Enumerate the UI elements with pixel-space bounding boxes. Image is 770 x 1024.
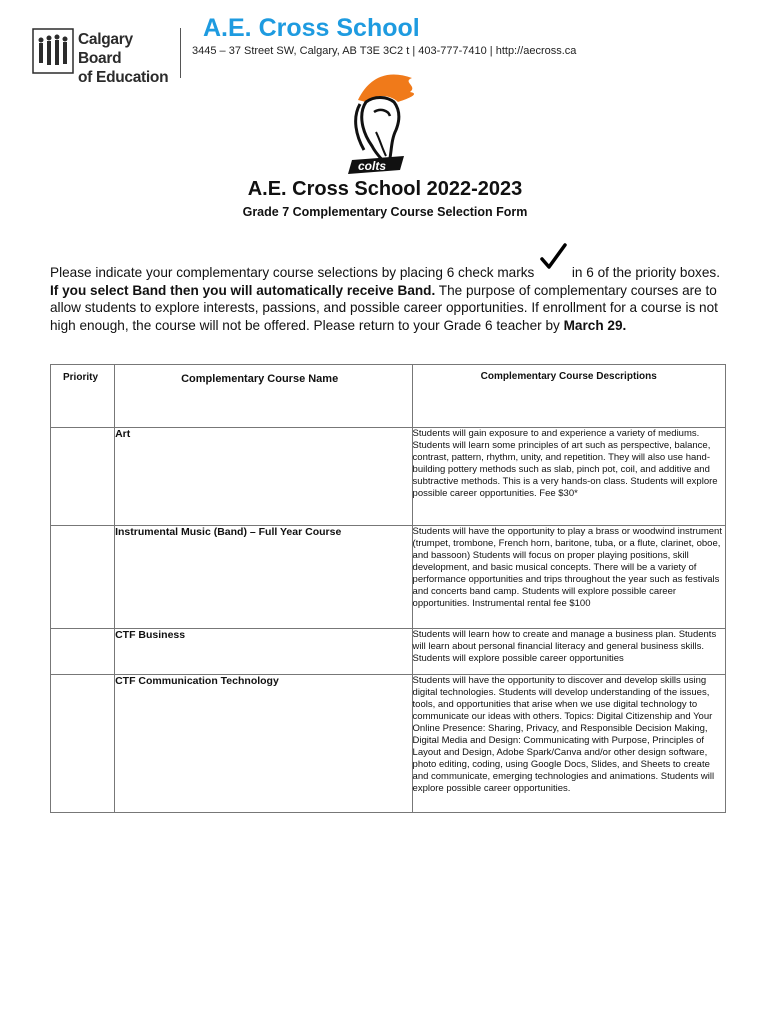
course-name: CTF Business — [115, 629, 412, 675]
cbe-line2: of Education — [78, 69, 169, 86]
horse-head-icon — [330, 70, 440, 180]
checkmark-icon — [538, 263, 568, 277]
table-row — [51, 675, 726, 813]
intro-text-1: Please indicate your complementary course selections by placing 6 check marks — [50, 265, 535, 280]
course-description: Students will have the opportunity to discover and develop skills using digital technologies. Students will develop understanding of the issues, tools, and opportunities that arise when we use digital technology to communicate our ideas with others. Topics: Digital Citizenship and Your Online Presence: Sharing, Privacy, and Responsible Decision Making, Digital Media and Design: Communicating with Purpose, Principles of Layout and Design, Adobe Spark/Canva and/or other design software, photo editing, coding, using Google Docs, Slides, and Sheets to create and communicate, emerging technologies and animations. Students will explore possible career opportunities. — [412, 675, 725, 813]
table-row — [51, 526, 726, 629]
course-description: Students will gain exposure to and experience a variety of mediums. Students will learn some principles of art such as perspective, balance, contrast, pattern, rhythm, unity, and repetition. They will also use hand-building pottery methods such as slab, pinch pot, coil, and additive and subtractive methods. This is a very hands-on class. Students will explore possible career opportunities. Fee $30* — [412, 428, 725, 526]
table-row — [51, 629, 726, 675]
course-description: Students will have the opportunity to play a brass or woodwind instrument (trumpet, trombone, French horn, baritone, tuba, or a flute, clarinet, oboe, and bassoon) Students will focus on proper playing positions, skill development, and basic musical concepts. There will be a variety of performance opportunities and trips throughout the year such as festivals and concerts band camp. Students will explore possible career opportunities. Instrumental rental fee $100 — [412, 526, 725, 629]
mascot-wordmark: colts — [358, 159, 387, 173]
cbe-line1: Calgary Board — [78, 31, 133, 67]
table-header-row — [51, 365, 726, 428]
course-name: Instrumental Music (Band) – Full Year Course — [115, 526, 412, 629]
priority-header: Priority — [51, 365, 115, 428]
priority-box-business[interactable] — [51, 629, 115, 675]
course-selection-table — [50, 364, 726, 813]
intro-text-3: The purpose of complementary courses are to allow students to explore interests, passions, and possible career opportunities. If enrollment for a course is not high enough, the course will not be offered. Please return to your Grade 6 teacher by — [50, 282, 718, 333]
header-divider — [180, 28, 181, 78]
priority-box-comm-tech[interactable] — [51, 675, 115, 813]
document-subtitle: Grade 7 Complementary Course Selection Form — [242, 205, 528, 219]
course-description: Students will learn how to create and manage a business plan. Students will learn about personal financial literacy and general business skills. Students will explore possible career opportunities — [412, 629, 725, 675]
colts-mascot-logo — [330, 70, 440, 180]
course-description-header: Complementary Course Descriptions — [412, 365, 725, 428]
intro-deadline: March 29. — [563, 317, 627, 333]
course-name: CTF Communication Technology — [115, 675, 412, 813]
priority-box-art[interactable] — [51, 428, 115, 526]
priority-box-band[interactable] — [51, 526, 115, 629]
school-name: A.E. Cross School — [203, 14, 420, 42]
instructions-paragraph — [50, 263, 726, 334]
intro-text-2: in 6 of the priority boxes. — [568, 265, 720, 280]
document-title: A.E. Cross School 2022-2023 — [247, 178, 523, 200]
course-name-header: Complementary Course Name — [115, 365, 412, 428]
course-name: Art — [115, 428, 412, 526]
cbe-figures-icon — [32, 28, 74, 74]
intro-band-note: If you select Band then you will automatically receive Band. — [50, 282, 436, 298]
table-row — [51, 428, 726, 526]
cbe-logo — [32, 28, 172, 86]
school-address: 3445 – 37 Street SW, Calgary, AB T3E 3C2 t | 403-777-7410 | http://aecross.ca — [192, 45, 577, 57]
cbe-wordmark — [78, 30, 172, 87]
